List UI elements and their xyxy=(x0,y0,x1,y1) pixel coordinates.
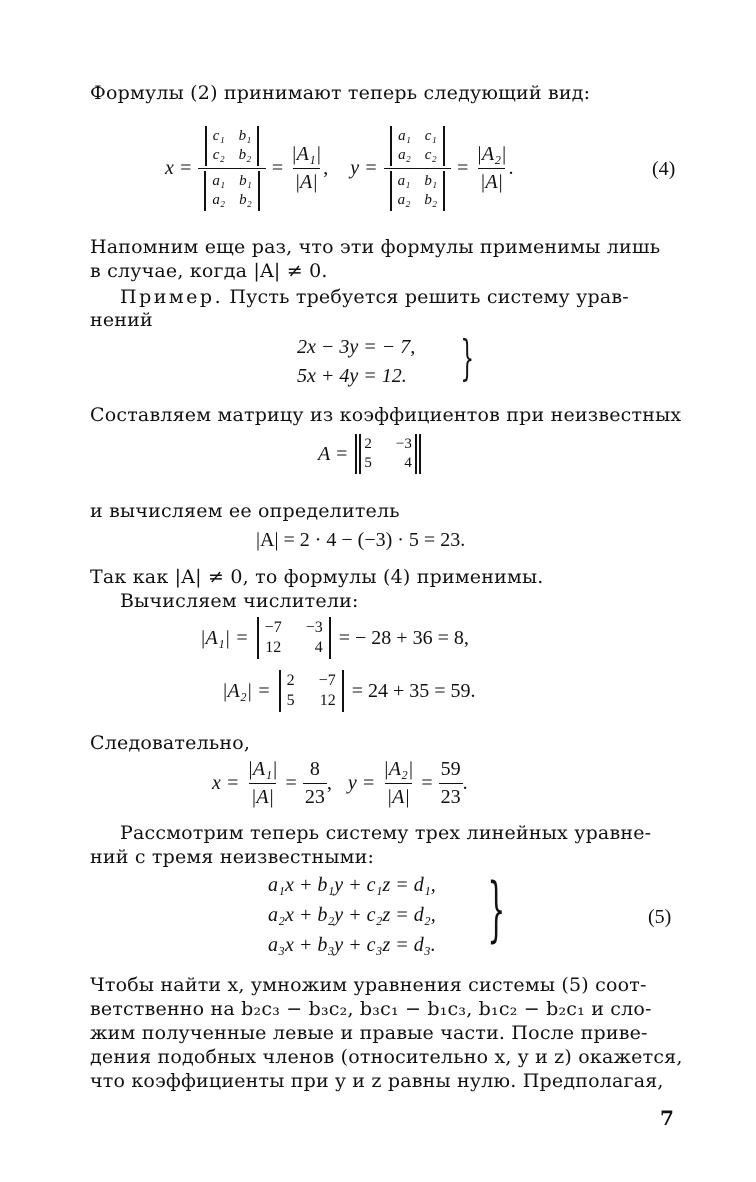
equation-label-4: (4) xyxy=(652,158,676,180)
page-number: 7 xyxy=(660,1106,674,1130)
frac-num: 8 xyxy=(309,758,320,780)
formula-x-det-fraction xyxy=(198,126,265,211)
det-cell: b₂ xyxy=(239,191,252,208)
solution-x-frac xyxy=(245,758,279,809)
matrix-cell: 2 xyxy=(364,436,372,452)
formula-x-lhs: x = xyxy=(165,156,193,179)
numerator-1 xyxy=(200,617,469,659)
paragraph-final-line-1: Чтобы найти x, умножим уравнения системы (5) соот- xyxy=(90,974,647,996)
paragraph-note-line-2: в случае, когда |A| ≠ 0. xyxy=(90,260,328,282)
det-cell: a₂ xyxy=(397,191,411,208)
formula-4 xyxy=(165,112,514,224)
frac-num: 59 xyxy=(440,758,461,780)
matrix-A xyxy=(318,434,422,474)
solution xyxy=(212,758,468,809)
paragraph-final-line-4: дения подобных членов (относительно x, y и z) окажется, xyxy=(90,1046,683,1068)
frac-den: |A| xyxy=(293,168,320,194)
example-line-2: нений xyxy=(90,309,153,331)
det-cell: 5 xyxy=(286,692,295,709)
system-5-row-1: a₁x + b₁y + c₁z = d₁, xyxy=(268,874,436,896)
numerator-2-rhs: = 24 + 35 = 59. xyxy=(351,679,476,702)
det-cell: a₁ xyxy=(212,172,226,189)
frac-num: |A₂| xyxy=(476,142,507,165)
matrix-cell: 5 xyxy=(364,455,372,471)
formula-y-fraction xyxy=(474,143,508,194)
solution-x-lhs: x = xyxy=(212,772,240,794)
det-cell: 4 xyxy=(314,639,323,656)
formula-x-mid: = xyxy=(271,156,284,179)
paragraph-three-eq-line-1: Рассмотрим теперь систему трех линейных уравне- xyxy=(120,822,652,844)
example-label: Пример. xyxy=(120,286,224,308)
solution-y-frac xyxy=(381,758,415,809)
det-cell: b₁ xyxy=(238,127,252,144)
solution-x-value xyxy=(303,758,327,809)
formula-y-det-fraction xyxy=(384,126,451,211)
paragraph-matrix: Составляем матрицу из коэффициентов при неизвестных xyxy=(90,404,682,426)
frac-num: |A₁| xyxy=(291,142,322,165)
solution-y-lhs: y = xyxy=(347,772,376,794)
det-cell: −7 xyxy=(318,672,336,689)
formula-x-sep: , xyxy=(323,156,329,179)
solution-y-value xyxy=(439,758,463,809)
formula-y-end: . xyxy=(508,156,514,179)
det-cell: a₁ xyxy=(398,127,411,144)
system-5-brace: } xyxy=(487,868,506,950)
frac-den: |A| xyxy=(478,168,505,194)
numerator-1-rhs: = − 28 + 36 = 8, xyxy=(338,626,469,649)
paragraph-final-line-3: жим полученные левые и правые части. После приве- xyxy=(90,1022,648,1044)
system-5-row-2: a₂x + b₂y + c₂z = d₂, xyxy=(268,904,436,926)
system-1-row-2: 5x + 4y = 12. xyxy=(297,365,407,387)
solution-x-eq: = xyxy=(285,772,297,794)
det-cell: b₂ xyxy=(238,146,252,163)
system-1-row-1: 2x − 3y = − 7, xyxy=(297,336,416,358)
det-cell: 12 xyxy=(319,692,336,709)
paragraph-numerators: Вычисляем числители: xyxy=(120,590,359,612)
example-text: Пусть требуется решить систему урав- xyxy=(229,286,629,308)
numerator-1-lhs: |A₁| = xyxy=(200,626,249,649)
det-cell: b₂ xyxy=(424,191,438,208)
solution-y-end: . xyxy=(462,772,468,794)
det-cell: −7 xyxy=(264,619,282,636)
matrix-cell: 4 xyxy=(404,455,412,471)
frac-den: 23 xyxy=(303,783,327,809)
paragraph-applicable: Так как |A| ≠ 0, то формулы (4) применимы. xyxy=(90,566,544,588)
paragraph-final-line-5: что коэффициенты при y и z равны нулю. Предполагая, xyxy=(90,1070,664,1092)
matrix-cell: −3 xyxy=(395,436,412,452)
det-cell: −3 xyxy=(305,619,323,636)
det-cell: a₂ xyxy=(398,146,411,163)
numerator-2-lhs: |A₂| = xyxy=(222,679,271,702)
solution-y-eq: = xyxy=(421,772,433,794)
formula-y-lhs: y = xyxy=(350,156,378,179)
frac-num: |A₁| xyxy=(247,758,278,780)
paragraph-intro: Формулы (2) принимают теперь следующий вид: xyxy=(90,82,591,104)
matrix-A-lhs: A = xyxy=(318,442,349,465)
equation-label-5: (5) xyxy=(648,906,672,928)
det-cell: c₂ xyxy=(424,146,437,163)
system-1-brace: } xyxy=(460,330,475,386)
formula-x-fraction xyxy=(289,143,323,194)
solution-x-sep: , xyxy=(326,772,332,794)
frac-num: |A₂| xyxy=(383,758,414,780)
det-cell: b₁ xyxy=(239,172,252,189)
det-cell: 2 xyxy=(286,672,295,689)
det-cell: c₂ xyxy=(212,146,225,163)
det-cell: 12 xyxy=(265,639,282,656)
paragraph-final-line-2: ветственно на b₂c₃ − b₃c₂, b₃c₁ − b₁c₃, b₁c₂ − b₂c₁ и сло- xyxy=(90,998,652,1020)
det-cell: a₂ xyxy=(212,191,226,208)
paragraph-determinant: и вычисляем ее определитель xyxy=(90,500,400,522)
system-5-row-3: a₃x + b₃y + c₃z = d₃. xyxy=(268,934,436,956)
paragraph-three-eq-line-2: ний с тремя неизвестными: xyxy=(90,846,375,868)
frac-den: |A| xyxy=(249,783,276,809)
det-cell: b₁ xyxy=(424,172,438,189)
det-A-formula: |A| = 2 · 4 − (−3) · 5 = 23. xyxy=(256,529,466,551)
det-cell: c₁ xyxy=(212,127,225,144)
formula-y-mid: = xyxy=(457,156,469,179)
frac-den: |A| xyxy=(385,783,412,809)
paragraph-therefore: Следовательно, xyxy=(90,732,251,754)
example-line-1 xyxy=(120,286,629,308)
frac-den: 23 xyxy=(439,783,463,809)
det-cell: a₁ xyxy=(397,172,411,189)
paragraph-note-line-1: Напомним еще раз, что эти формулы применимы лишь xyxy=(90,236,661,258)
numerator-2 xyxy=(222,670,476,712)
det-cell: c₁ xyxy=(424,127,437,144)
